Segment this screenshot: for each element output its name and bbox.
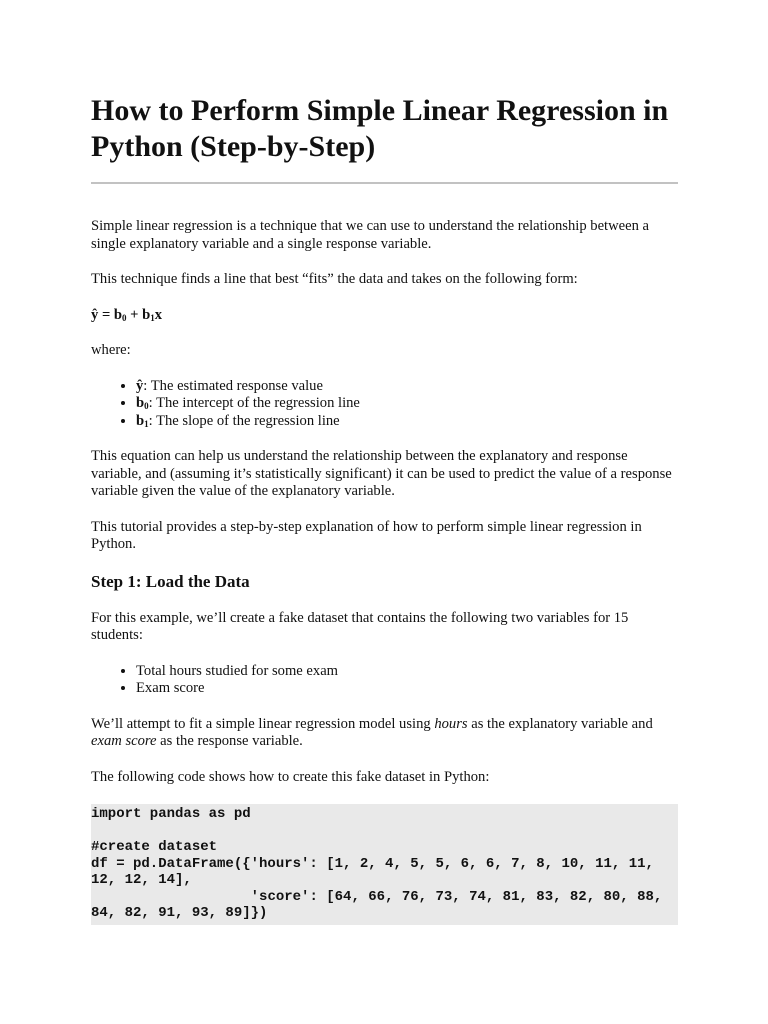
page-title: How to Perform Simple Linear Regression in Python (Step-by-Step) xyxy=(91,94,669,163)
intro-paragraph: Simple linear regression is a technique that we can use to understand the relationship between a single explanatory variable and a single response variable. xyxy=(91,218,650,252)
step1-heading: Step 1: Load the Data xyxy=(91,571,250,591)
variable-item: • Total hours studied for some exam xyxy=(136,663,678,681)
definition-desc: : The slope of the regression line xyxy=(148,412,340,429)
formula-rhs: x xyxy=(154,306,163,323)
formula-sub-1: 1 xyxy=(150,312,155,323)
equation-note-paragraph: This equation can help us understand the relationship between the explanatory and response variable, and (assuming it’s statistically significant) it can be used to predict the value of a response variable given the value of the explanatory variable. xyxy=(91,448,672,499)
code-block: import pandas as pd #create dataset df = pd.DataFrame({'hours': [1, 2, 4, 5, 5, 6, 6, 7, 8, 10, 11, 11, 12, 12, 14], 'score': [64, 66, 76, 73, 74, 81, 83, 82, 80, 88, 84, 82, 91, 93, 89]}) xyxy=(91,804,678,925)
definition-term: $b_0$ xyxy=(136,395,149,411)
formula-mid: + b xyxy=(126,306,151,323)
fit-paragraph: We’ll attempt to fit a simple linear regression model using hours as the explanatory variable and exam score as the response variable. xyxy=(91,715,653,749)
definition-list xyxy=(91,378,678,431)
definition-item xyxy=(136,413,678,431)
definition-term: $b_1$ xyxy=(136,412,149,429)
variable-item: • Exam score xyxy=(136,680,678,698)
hours-term: hours xyxy=(434,715,468,732)
regression-formula xyxy=(91,307,678,325)
variables-list xyxy=(91,663,678,698)
tutorial-note-paragraph: This tutorial provides a step-by-step explanation of how to perform simple linear regression in Python. xyxy=(91,518,642,552)
definition-term: ŷ xyxy=(136,377,144,394)
definition-item xyxy=(136,378,678,396)
definition-item xyxy=(136,395,678,413)
where-label: where: xyxy=(91,342,131,358)
formula-sub-0: 0 xyxy=(122,312,127,323)
definition-desc: : The intercept of the regression line xyxy=(148,395,360,411)
title-divider xyxy=(91,182,678,184)
code-intro-paragraph: The following code shows how to create this fake dataset in Python: xyxy=(91,768,490,785)
article-body xyxy=(91,218,678,925)
formula-lhs: ŷ = b xyxy=(91,306,123,323)
step1-intro-paragraph: For this example, we’ll create a fake dataset that contains the following two variables for 15 students: xyxy=(91,609,629,643)
definition-desc: : The estimated response value xyxy=(143,377,323,394)
form-intro-paragraph: This technique finds a line that best “fits” the data and takes on the following form: xyxy=(91,271,578,287)
exam-score-term: exam score xyxy=(91,733,157,749)
